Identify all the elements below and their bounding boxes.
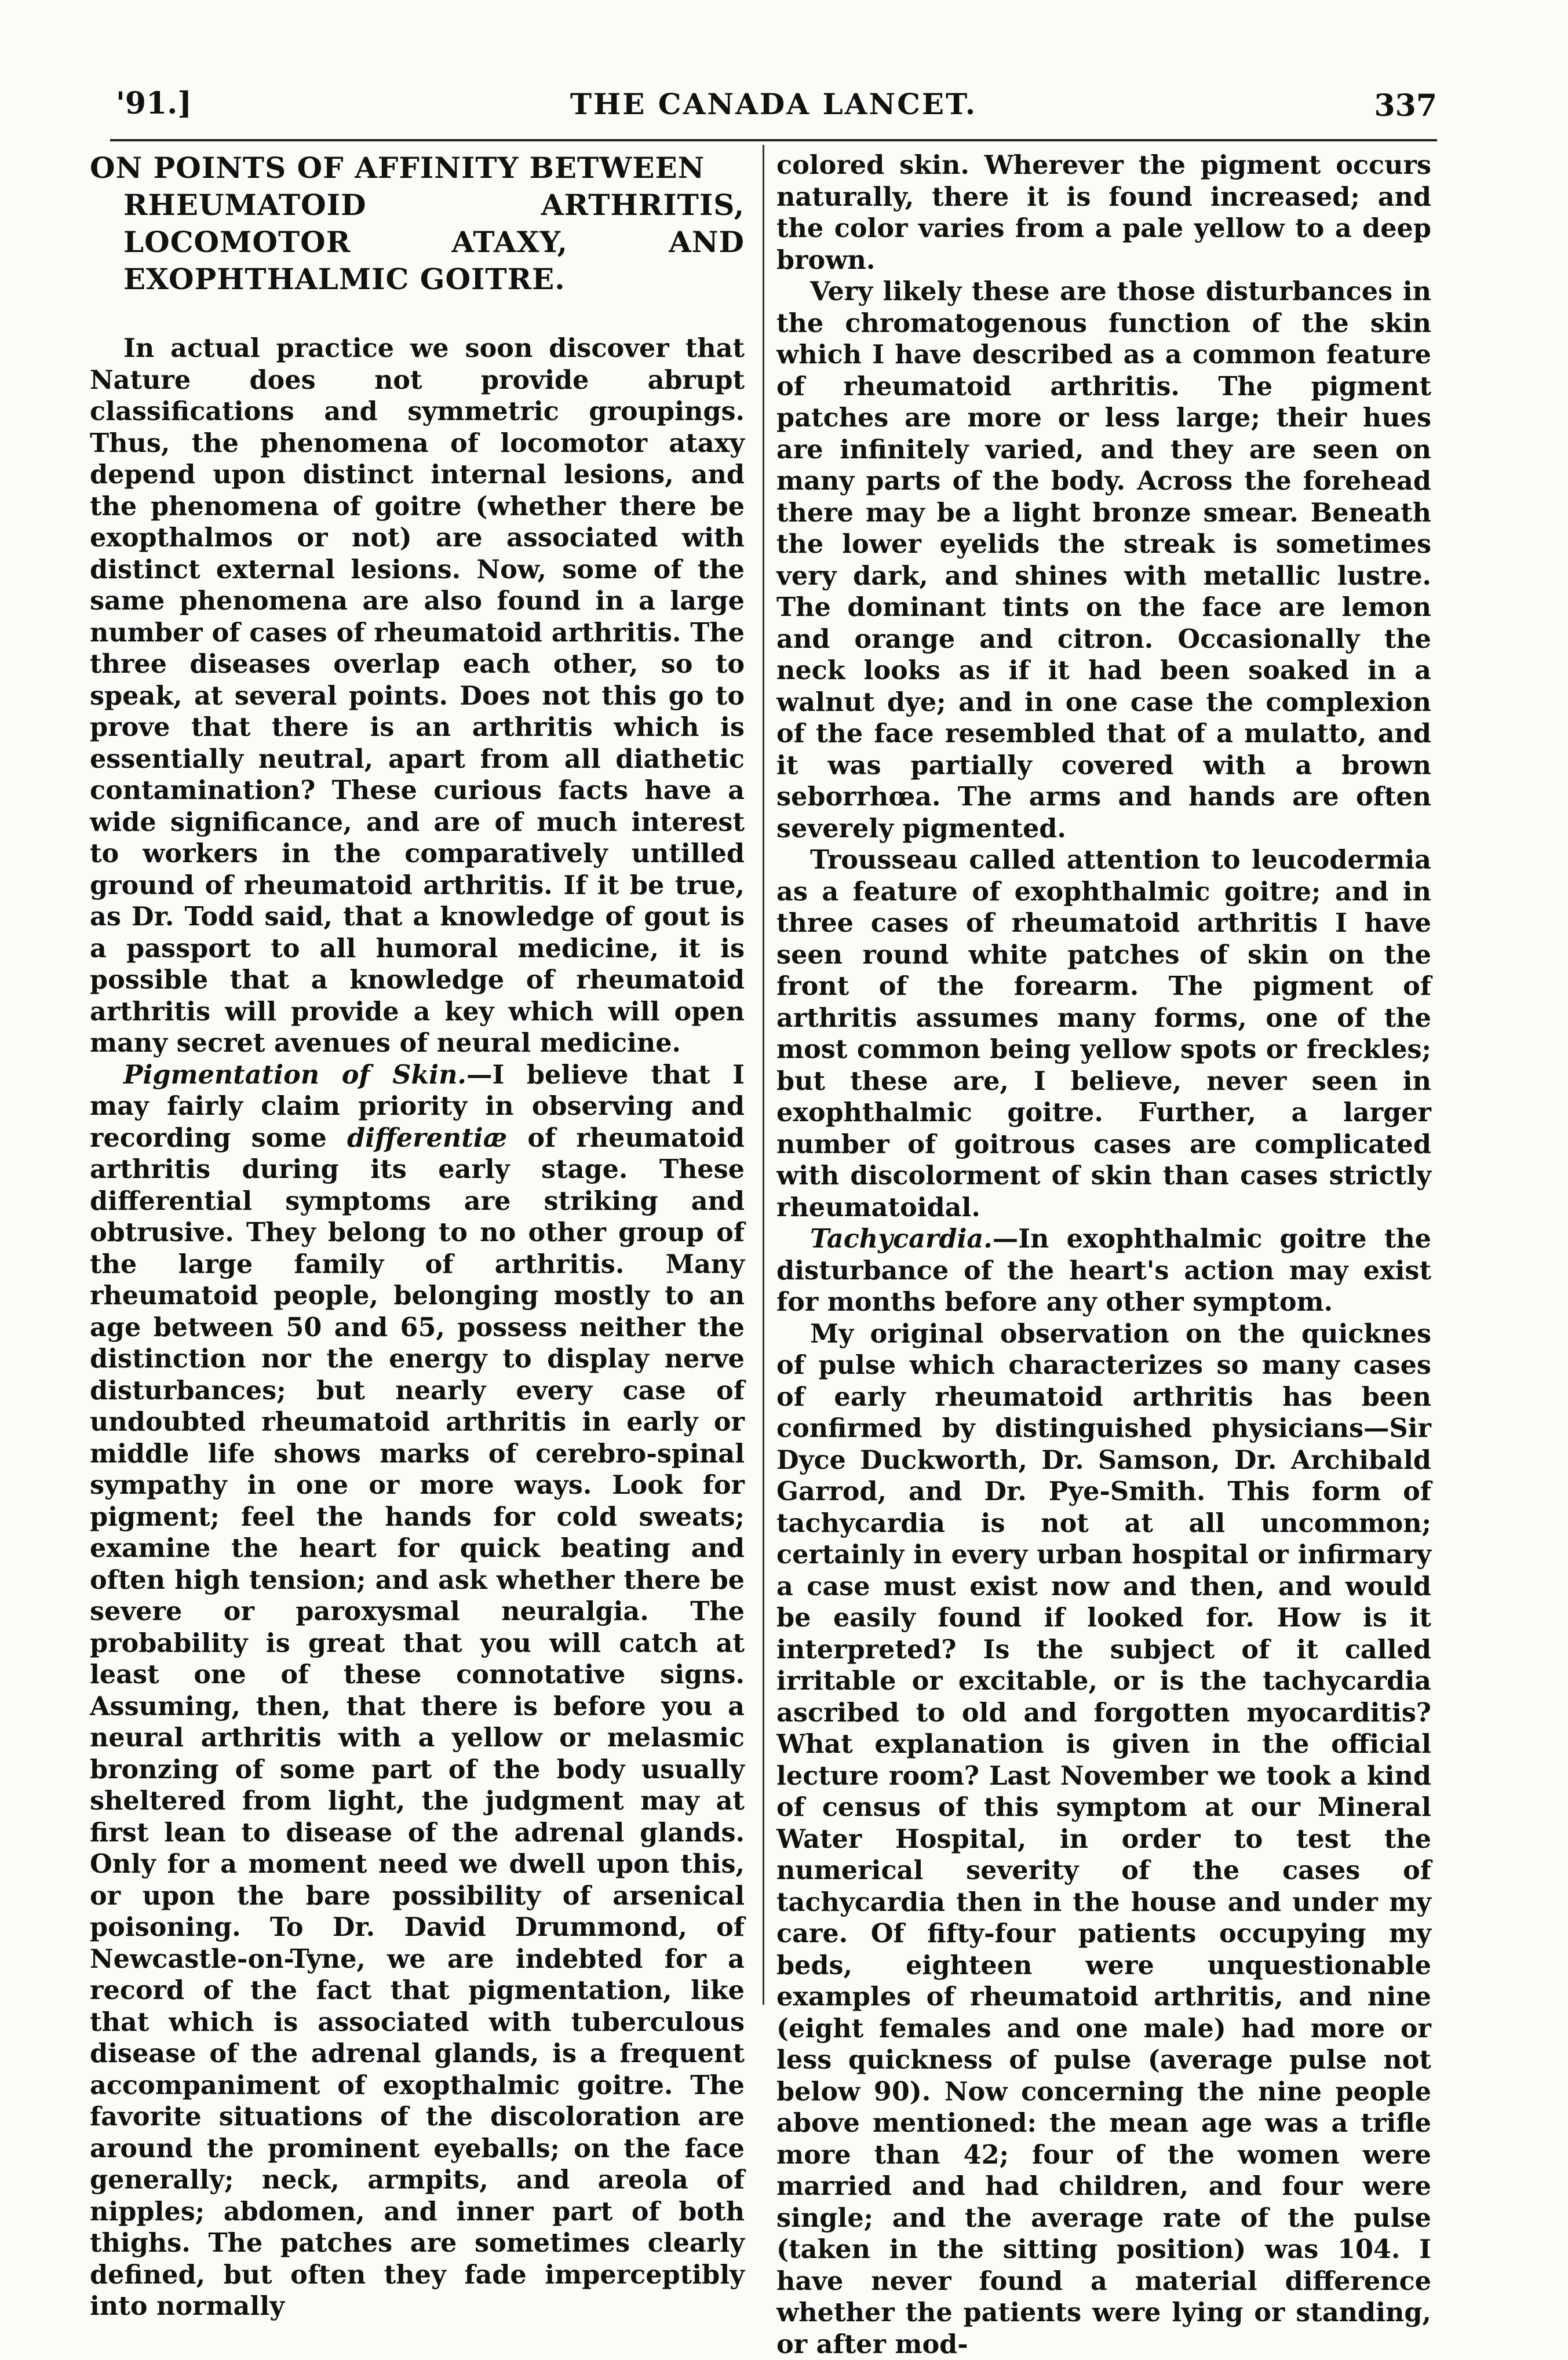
article-title-rest: RHEUMATOID ARTHRITIS, LOCOMOTOR ATAXY, AND EXOPHTHALMIC GOITRE.	[90, 187, 745, 298]
paragraph-pigmentation	[90, 1059, 745, 2322]
right-column	[776, 149, 1431, 2360]
journal-title: THE CANADA LANCET.	[110, 87, 1437, 121]
paragraph-text: —I believe that I may fairly claim priority in observing and recording some	[90, 1060, 745, 1153]
paragraph: My original observation on the quicknes of pulse which characterizes so many cases of early rheumatoid arthritis has been confirmed by distinguished physicians—Sir Dyce Duckworth, Dr. Samson, Dr. Archibald Garrod, and Dr. Pye-Smith. This form of tachycardia is not at all uncommon; certainly in every urban hospital or infirmary a case must exist now and then, and would be easily found if looked for. How is it interpreted? Is the subject of it called irritable or excitable, or is the tachycardia ascribed to old and forgotten myocarditis? What explanation is given in the official lecture room? Last November we took a kind of census of this symptom at our Mineral Water Hospital, in order to test the numerical severity of the cases of tachycardia then in the house and under my care. Of fifty-four patients occupying my beds, eighteen were unquestionable examples of rheumatoid arthritis, and nine (eight females and one male) had more or less quickness of pulse (average pulse not below 90). Now concerning the nine people above mentioned: the mean age was a trifle more than 42; four of the women were married and had children, and four were single; and the average rate of the pulse (taken in the sitting position) was 104. I have never found a material difference whether the patients were lying or standing, or after mod-	[776, 1318, 1431, 2360]
paragraph-continued: colored skin. Wherever the pigment occurs naturally, there it is found increased; and the color varies from a pale yellow to a deep brown.	[776, 149, 1431, 276]
paragraph-tachycardia	[776, 1223, 1431, 1318]
paragraph: In actual practice we soon discover that Nature does not provide abrupt classifications and symmetric groupings. Thus, the phenomena of locomotor ataxy depend upon distinct internal lesions, and the phenomena of goitre (whether there be exopthalmos or not) are associated with distinct external lesions. Now, some of the same phenomena are also found in a large number of cases of rheumatoid arthritis. The three diseases overlap each other, so to speak, at several points. Does not this go to prove that there is an arthritis which is essentially neutral, apart from all diathetic contamination? These curious facts have a wide significance, and are of much interest to workers in the comparatively untilled ground of rheumatoid arthritis. If it be true, as Dr. Todd said, that a knowledge of gout is a passport to all humoral medicine, it is possible that a knowledge of rheumatoid arthritis will provide a key which will open many secret avenues of neural medicine.	[90, 333, 745, 1059]
page-number: 337	[1374, 88, 1437, 123]
paragraph: Very likely these are those disturbances in the chromatogenous function of the skin which I have described as a common feature of rheumatoid arthritis. The pigment patches are more or less large; their hues are infinitely varied, and they are seen on many parts of the body. Across the forehead there may be a light bronze smear. Beneath the lower eyelids the streak is sometimes very dark, and shines with metallic lustre. The dominant tints on the face are lemon and orange and citron. Occasionally the neck looks as if it had been soaked in a walnut dye; and in one case the complexion of the face resembled that of a mulatto, and it was partially covered with a brown seborrhœa. The arms and hands are often severely pigmented.	[776, 276, 1431, 844]
left-column	[90, 149, 745, 2322]
header-year: '91.]	[116, 86, 192, 121]
paragraph-text: of rheumatoid arthritis during its early stage. These differential symptoms are striking and obtrusive. They belong to no other group of the large family of arthritis. Many rheumatoid people, belonging mostly to an age between 50 and 65, possess neither the distinction nor the energy to display nerve disturbances; but nearly every case of undoubted rheumatoid arthritis in early or middle life shows marks of cerebro-spinal sympathy in one or more ways. Look for pigment; feel the hands for cold sweats; examine the heart for quick beating and often high tension; and ask whether there be severe or paroxysmal neuralgia. The probability is great that you will catch at least one of these connotative signs. Assuming, then, that there is before you a neural arthritis with a yellow or melasmic bronzing of some part of the body usually sheltered from light, the judgment may at first lean to disease of the adrenal glands. Only for a moment need we dwell upon this, or upon the bare possibility of arsenical poisoning. To Dr. David Drummond, of Newcastle-on-Tyne, we are indebted for a record of the fact that pigmentation, like that which is associated with tuberculous disease of the adrenal glands, is a frequent accompaniment of exopthalmic goitre. The favorite situations of the discoloration are around the prominent eyeballs; on the face generally; neck, armpits, and areola of nipples; abdomen, and inner part of both thighs. The patches are sometimes clearly defined, but often they fade imperceptibly into normally	[90, 1123, 745, 2322]
article-title	[90, 149, 745, 298]
paragraph: Trousseau called attention to leucodermia as a feature of exophthalmic goitre; and in three cases of rheumatoid arthritis I have seen round white patches of skin on the front of the forearm. The pigment of arthritis assumes many forms, one of the most common being yellow spots or freckles; but these are, I believe, never seen in exophthalmic goitre. Further, a larger number of goitrous cases are complicated with discolorment of skin than cases strictly rheumatoidal.	[776, 844, 1431, 1223]
section-heading-pigmentation: Pigmentation of Skin.	[123, 1060, 466, 1090]
article-title-line1: ON POINTS OF AFFINITY BETWEEN	[90, 151, 705, 185]
running-header	[110, 75, 1437, 141]
column-divider	[763, 145, 764, 2005]
paragraph-text: —In exophthalmic goitre the disturbance of the heart's action may exist for months before any other symptom.	[776, 1224, 1431, 1317]
section-heading-tachycardia: Tachycardia.	[810, 1224, 993, 1254]
italic-term: differentiæ	[347, 1123, 507, 1153]
